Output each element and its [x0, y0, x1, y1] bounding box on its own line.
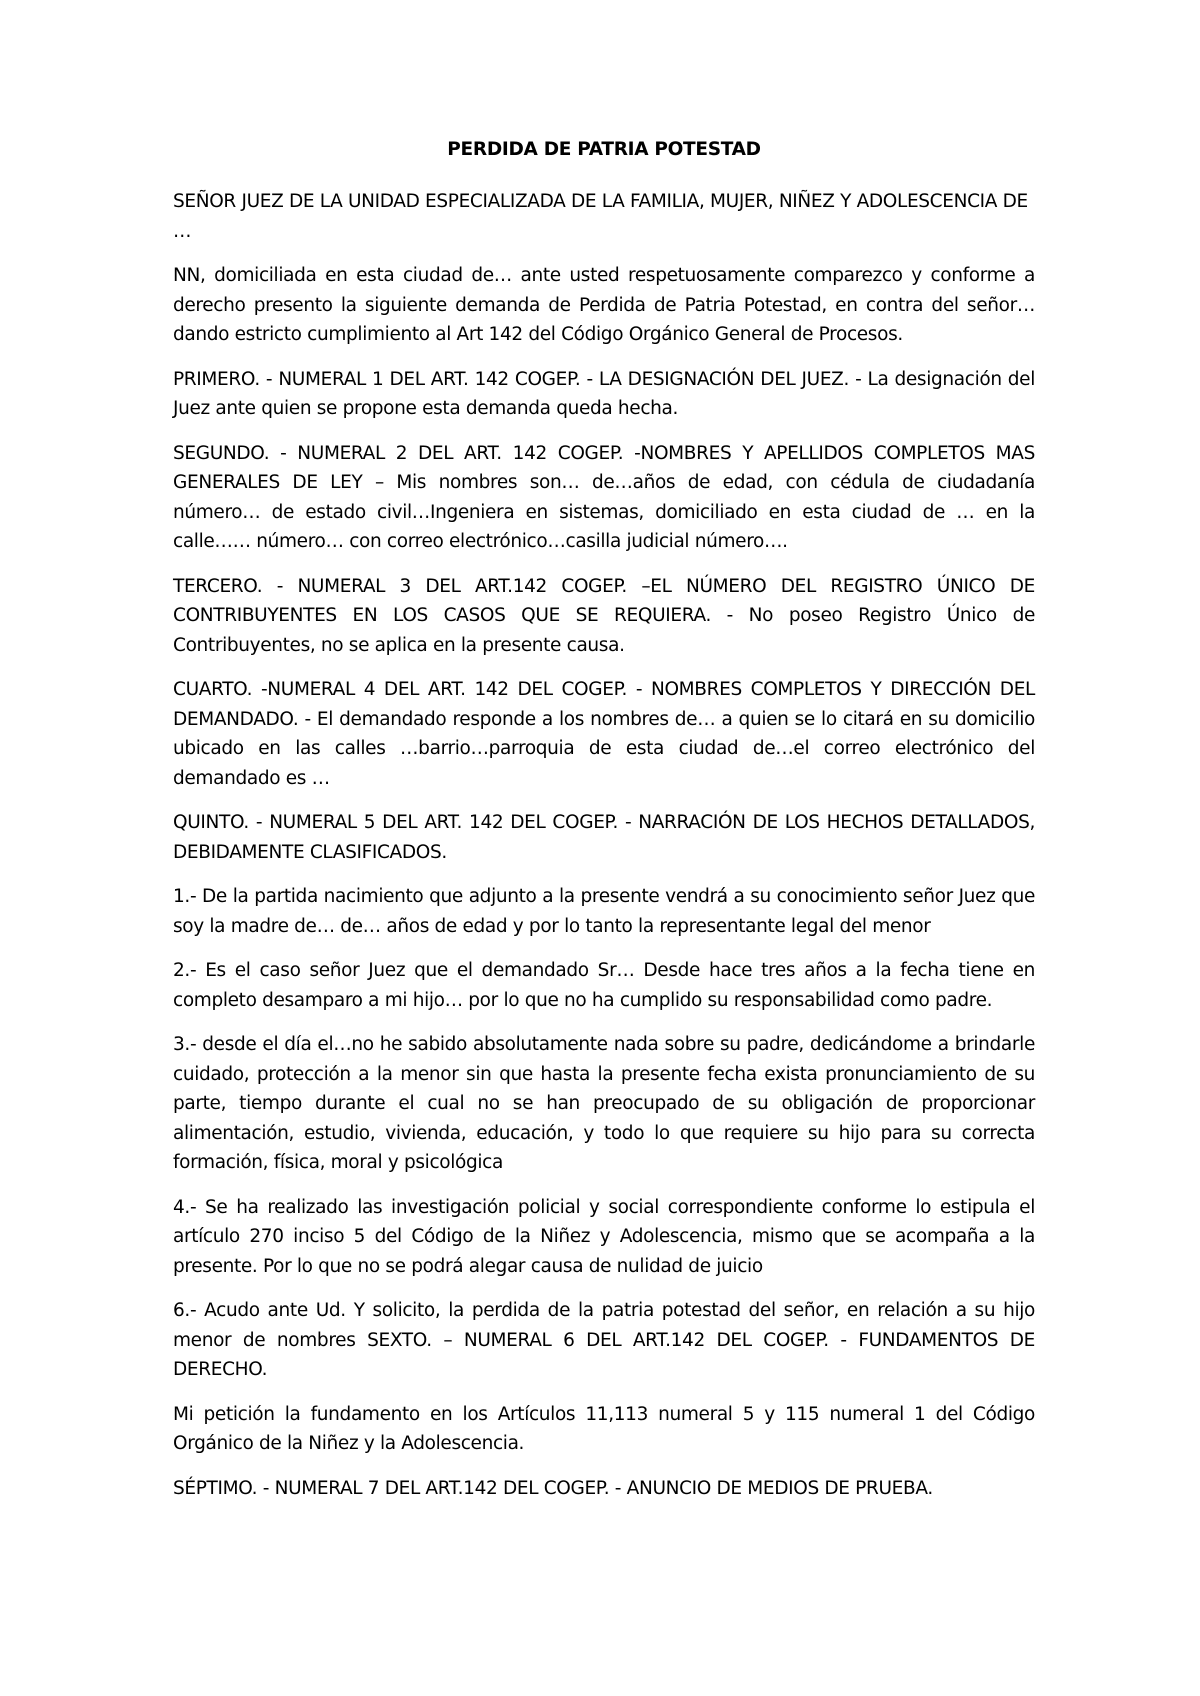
legal-basis-paragraph: Mi petición la fundamento en los Artículos 11,113 numeral 5 y 115 numeral 1 del Código Orgánico de la Niñez y la Adolescencia. — [173, 1403, 1035, 1454]
section-quinto: QUINTO. - NUMERAL 5 DEL ART. 142 DEL COGEP. - NARRACIÓN DE LOS HECHOS DETALLADOS, DEBIDAMENTE CLASIFICADOS. — [173, 812, 1035, 863]
fact-item-2: 2.- Es el caso señor Juez que el demandado Sr… Desde hace tres años a la fecha tiene en completo desamparo a mi hijo… por lo que no ha cumplido su responsabilidad como padre. — [173, 960, 1035, 1011]
section-primero: PRIMERO. - NUMERAL 1 DEL ART. 142 COGEP. - LA DESIGNACIÓN DEL JUEZ. - La designación del Juez ante quien se propone esta demanda queda hecha. — [173, 368, 1035, 419]
fact-item-6: 6.- Acudo ante Ud. Y solicito, la perdida de la patria potestad del señor, en relación a su hijo menor de nombres SEXTO. – NUMERAL 6 DEL ART.142 DEL COGEP. - FUNDAMENTOS DE DERECHO. — [173, 1300, 1035, 1380]
section-segundo: SEGUNDO. - NUMERAL 2 DEL ART. 142 COGEP. -NOMBRES Y APELLIDOS COMPLETOS MAS GENERALES DE LEY – Mis nombres son… de…años de edad, con cédula de ciudadanía número… de estado civil…Ingeniera en sistemas, domiciliado en esta ciudad de … en la calle…… número… con correo electrónico…casilla judicial número…. — [173, 442, 1035, 552]
section-septimo: SÉPTIMO. - NUMERAL 7 DEL ART.142 DEL COGEP. - ANUNCIO DE MEDIOS DE PRUEBA. — [173, 1477, 933, 1499]
addressee-paragraph: SEÑOR JUEZ DE LA UNIDAD ESPECIALIZADA DE LA FAMILIA, MUJER, NIÑEZ Y ADOLESCENCIA DE … — [173, 191, 1028, 242]
document-title: PERDIDA DE PATRIA POTESTAD — [447, 139, 761, 160]
document-body — [173, 138, 1035, 1518]
section-cuarto: CUARTO. -NUMERAL 4 DEL ART. 142 DEL COGEP. - NOMBRES COMPLETOS Y DIRECCIÓN DEL DEMANDADO. - El demandado responde a los nombres de… a quien se lo citará en su domicilio ubicado en las calles …barrio…parroquia de esta ciudad de…el correo electrónico del demandado es … — [173, 679, 1035, 789]
fact-item-1: 1.- De la partida nacimiento que adjunto a la presente vendrá a su conocimiento señor Juez que soy la madre de… de… años de edad y por lo tanto la representante legal del menor — [173, 886, 1035, 937]
introduction-paragraph: NN, domiciliada en esta ciudad de… ante usted respetuosamente comparezco y conforme a derecho presento la siguiente demanda de Perdida de Patria Potestad, en contra del señor… dando estricto cumplimiento al Art 142 del Código Orgánico General de Procesos. — [173, 265, 1035, 345]
fact-item-4: 4.- Se ha realizado las investigación policial y social correspondiente conforme lo estipula el artículo 270 inciso 5 del Código de la Niñez y Adolescencia, mismo que se acompaña a la presente. Por lo que no se podrá alegar causa de nulidad de juicio — [173, 1196, 1035, 1277]
fact-item-3: 3.- desde el día el…no he sabido absolutamente nada sobre su padre, dedicándome a brindarle cuidado, protección a la menor sin que hasta la presente fecha exista pronunciamiento de su parte, tiempo durante el cual no se han preocupado de su obligación de proporcionar alimentación, estudio, vivienda, educación, y todo lo que requiere su hijo para su correcta formación, física, moral y psicológica — [173, 1034, 1035, 1173]
section-tercero: TERCERO. - NUMERAL 3 DEL ART.142 COGEP. –EL NÚMERO DEL REGISTRO ÚNICO DE CONTRIBUYENTES EN LOS CASOS QUE SE REQUIERA. - No poseo Registro Único de Contribuyentes, no se aplica en la presente causa. — [173, 575, 1035, 656]
